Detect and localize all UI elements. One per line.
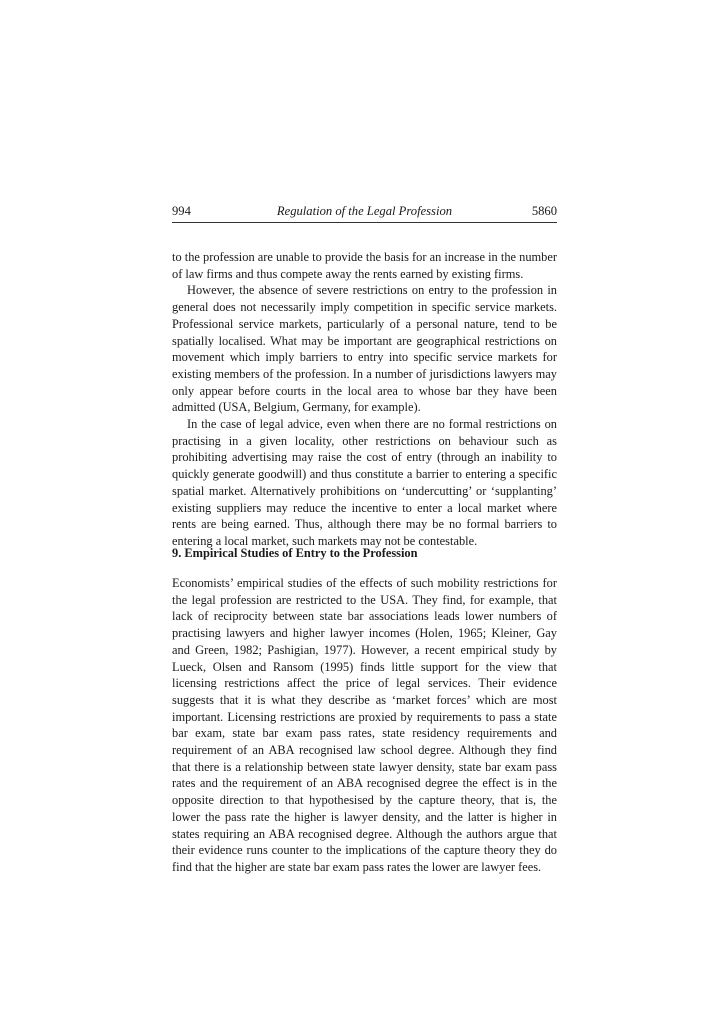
running-title: Regulation of the Legal Profession: [276, 204, 453, 218]
article-code: 5860: [531, 204, 557, 218]
paragraph: In the case of legal advice, even when there are no formal restrictions on practising in a given locality, other restrictions on behaviour such as prohibiting advertising may raise the cost of entry (through an inability to quickly generate goodwill) and thus constitute a barrier to entering a specific spatial market. Alternatively prohibitions on ‘undercutting’ or ‘supplanting’ existing suppliers may reduce the incentive to enter a local market where rents are being earned. Thus, although there may be no formal barriers to entering a local market, such markets may not be contestable.: [172, 417, 557, 548]
header-rule: [172, 222, 557, 223]
paragraph: Economists’ empirical studies of the effects of such mobility restrictions for the legal profession are restricted to the USA. They find, for example, that lack of reciprocity between state bar associations leads lower numbers of practising lawyers and higher lawyer incomes (Holen, 1965; Kleiner, Gay and Green, 1982; Pashigian, 1977). However, a recent empirical study by Lueck, Olsen and Ransom (1995) finds little support for the view that licensing restrictions affect the price of legal services. Their evidence suggests that it is what they describe as ‘market forces’ which are most important. Licensing restrictions are proxied by requirements to pass a state bar exam, state bar exam pass rates, state residency requirements and requirement of an ABA recognised law school degree. Although they find that there is a relationship between state lawyer density, state bar exam pass rates and the requirement of an ABA recognised degree the effect is in the opposite direction to that hypothesised by the capture theory, that is, the lower the pass rate the higher is lawyer density, and the latter is higher in states requiring an ABA recognised degree. Although the authors argue that their evidence runs counter to the implications of the capture theory they do find that the higher are state bar exam pass rates the lower are lawyer fees.: [172, 576, 557, 874]
paragraph: to the profession are unable to provide the basis for an increase in the number of law firms and thus compete away the rents earned by existing firms.: [172, 250, 557, 281]
page-number: 994: [172, 204, 191, 218]
section-body-1: [172, 249, 557, 550]
paragraph: However, the absence of severe restrictions on entry to the profession in general does not necessarily imply competition in specific service markets. Professional service markets, particularly of a personal nature, tend to be spatially localised. What may be important are geographical restrictions on movement which imply barriers to entry into specific service markets for existing members of the profession. In a number of jurisdictions lawyers may only appear before courts in the local area to whose bar they have been admitted (USA, Belgium, Germany, for example).: [172, 283, 557, 415]
section-heading: 9. Empirical Studies of Entry to the Profession: [172, 546, 418, 560]
running-header: [172, 203, 557, 219]
section-body-2: [172, 575, 557, 876]
document-page: [172, 0, 557, 1030]
